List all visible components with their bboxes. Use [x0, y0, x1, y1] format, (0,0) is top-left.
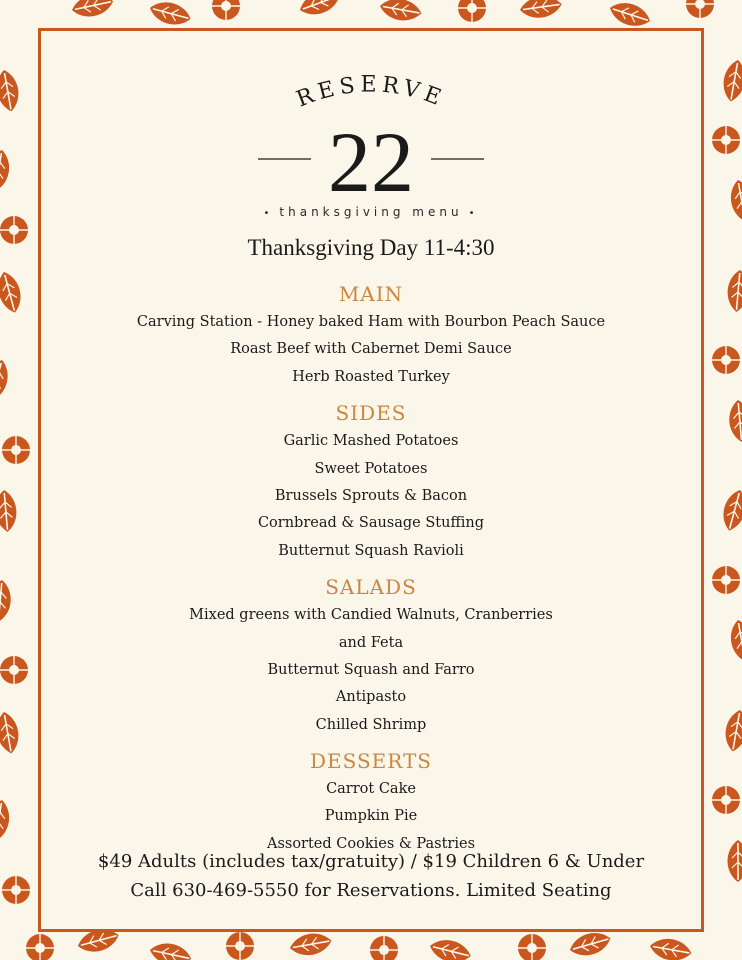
tagline: [41, 205, 701, 219]
menu-item: Butternut Squash and Farro: [267, 661, 475, 678]
service-hours: Thanksgiving Day 11-4:30: [247, 235, 495, 260]
menu-item: Cornbread & Sausage Stuffing: [257, 515, 485, 532]
menu-sections: [41, 279, 701, 858]
logo-number: 22: [328, 114, 414, 199]
menu-item: Assorted Cookies & Pastries: [266, 835, 476, 852]
logo-word: RESERVE: [293, 72, 449, 113]
section-title: SALADS: [325, 575, 417, 600]
tagline-bullet-right: •: [468, 208, 479, 219]
menu-item: Carving Station - Honey baked Ham with Bourbon Peach Sauce: [136, 314, 606, 330]
section-title: DESSERTS: [309, 749, 433, 774]
menu-card: [41, 31, 701, 929]
menu-item: Antipasto: [335, 689, 407, 706]
tagline-text: thanksgiving menu: [279, 205, 463, 219]
menu-item: Pumpkin Pie: [324, 808, 418, 825]
section-title: SIDES: [335, 401, 407, 426]
pricing-line: $49 Adults (includes tax/gratuity) / $19 Children 6 & Under: [97, 851, 645, 872]
section-desserts: [41, 746, 701, 858]
section-salads: [41, 572, 701, 739]
menu-item: Roast Beef with Cabernet Demi Sauce: [230, 341, 512, 358]
menu-item: Butternut Squash Ravioli: [278, 542, 464, 559]
menu-item: Mixed greens with Candied Walnuts, Cranberries: [189, 607, 553, 624]
section-title: MAIN: [338, 282, 404, 306]
menu-item: Brussels Sprouts & Bacon: [274, 487, 468, 504]
menu-item: Chilled Shrimp: [315, 716, 427, 733]
section-main: [41, 279, 701, 391]
menu-item: Sweet Potatoes: [314, 460, 428, 477]
tagline-bullet-left: •: [263, 208, 274, 219]
menu-item: Carrot Cake: [326, 781, 416, 798]
restaurant-logo: [41, 59, 701, 199]
menu-item: Garlic Mashed Potatoes: [283, 433, 459, 450]
menu-item: and Feta: [338, 634, 404, 651]
section-sides: [41, 398, 701, 565]
reservation-line: Call 630-469-5550 for Reservations. Limited Seating: [130, 880, 612, 901]
menu-item: Herb Roasted Turkey: [292, 368, 450, 385]
